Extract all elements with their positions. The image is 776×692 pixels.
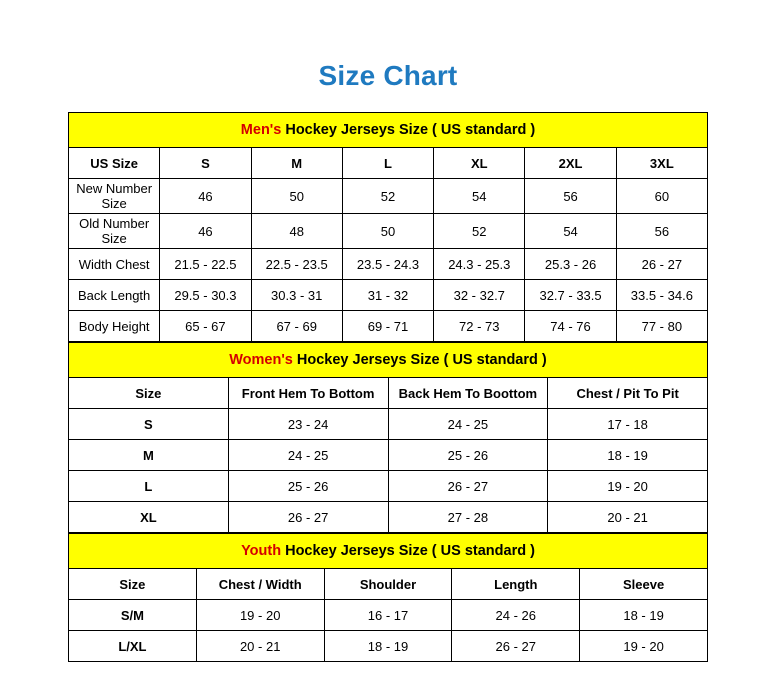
womens-row-2-cell-2: 26 - 27 [388, 471, 548, 502]
table-row [69, 471, 708, 502]
mens-header-cell-0: US Size [69, 148, 160, 179]
mens-size-table [68, 112, 708, 342]
mens-row-0-cell-3: 52 [342, 179, 433, 214]
table-row [69, 311, 708, 342]
mens-header-cell-1: S [160, 148, 251, 179]
mens-row-3-cell-1: 29.5 - 30.3 [160, 280, 251, 311]
mens-row-1-cell-4: 52 [434, 214, 525, 249]
mens-row-0-label: New Number Size [69, 179, 160, 214]
mens-row-0-cell-5: 56 [525, 179, 616, 214]
mens-row-4-cell-5: 74 - 76 [525, 311, 616, 342]
youth-header-cell-1: Chest / Width [196, 569, 324, 600]
mens-row-3-label: Back Length [69, 280, 160, 311]
mens-header-cell-2: M [251, 148, 342, 179]
mens-row-1-cell-5: 54 [525, 214, 616, 249]
youth-row-0-cell-2: 16 - 17 [324, 600, 452, 631]
womens-row-3-cell-2: 27 - 28 [388, 502, 548, 533]
mens-row-3-cell-4: 32 - 32.7 [434, 280, 525, 311]
mens-row-2-cell-3: 23.5 - 24.3 [342, 249, 433, 280]
womens-section-banner-row [69, 343, 708, 378]
mens-row-1-label: Old Number Size [69, 214, 160, 249]
youth-size-table [68, 533, 708, 662]
youth-header-cell-2: Shoulder [324, 569, 452, 600]
womens-header-cell-3: Chest / Pit To Pit [548, 378, 708, 409]
mens-header-row [69, 148, 708, 179]
womens-row-3-cell-3: 20 - 21 [548, 502, 708, 533]
youth-row-0-cell-1: 19 - 20 [196, 600, 324, 631]
youth-header-cell-3: Length [452, 569, 580, 600]
womens-row-1-label: M [69, 440, 229, 471]
womens-row-0-cell-2: 24 - 25 [388, 409, 548, 440]
size-tables-container [68, 112, 708, 662]
womens-row-0-cell-3: 17 - 18 [548, 409, 708, 440]
mens-banner-accent: Men's [240, 122, 282, 138]
womens-banner-accent: Women's [229, 352, 293, 368]
mens-row-1-cell-1: 46 [160, 214, 251, 249]
youth-row-1-cell-1: 20 - 21 [196, 631, 324, 662]
mens-row-3-cell-3: 31 - 32 [342, 280, 433, 311]
womens-row-1-cell-3: 18 - 19 [548, 440, 708, 471]
mens-row-1-cell-2: 48 [251, 214, 342, 249]
youth-row-1-cell-2: 18 - 19 [324, 631, 452, 662]
youth-banner-rest: Hockey Jerseys Size ( US standard ) [281, 543, 535, 559]
youth-header-cell-4: Sleeve [580, 569, 708, 600]
womens-banner-rest: Hockey Jerseys Size ( US standard ) [292, 352, 547, 368]
womens-row-2-cell-1: 25 - 26 [228, 471, 388, 502]
mens-header-cell-5: 2XL [525, 148, 616, 179]
youth-banner-accent: Youth [241, 543, 282, 559]
womens-header-cell-0: Size [69, 378, 229, 409]
table-row [69, 409, 708, 440]
youth-row-0-label: S/M [69, 600, 197, 631]
womens-row-1-cell-2: 25 - 26 [388, 440, 548, 471]
mens-row-2-cell-1: 21.5 - 22.5 [160, 249, 251, 280]
mens-row-4-cell-4: 72 - 73 [434, 311, 525, 342]
mens-row-1-cell-3: 50 [342, 214, 433, 249]
mens-row-2-cell-4: 24.3 - 25.3 [434, 249, 525, 280]
womens-header-row [69, 378, 708, 409]
mens-header-cell-3: L [342, 148, 433, 179]
table-row [69, 214, 708, 249]
womens-size-table [68, 342, 708, 533]
mens-row-1-cell-6: 56 [616, 214, 707, 249]
mens-row-4-cell-6: 77 - 80 [616, 311, 707, 342]
mens-row-2-cell-5: 25.3 - 26 [525, 249, 616, 280]
mens-row-0-cell-4: 54 [434, 179, 525, 214]
mens-row-4-cell-3: 69 - 71 [342, 311, 433, 342]
mens-row-4-cell-2: 67 - 69 [251, 311, 342, 342]
table-row [69, 502, 708, 533]
table-row [69, 440, 708, 471]
youth-row-1-label: L/XL [69, 631, 197, 662]
table-row [69, 631, 708, 662]
womens-row-0-label: S [69, 409, 229, 440]
womens-header-cell-1: Front Hem To Bottom [228, 378, 388, 409]
mens-banner-rest: Hockey Jerseys Size ( US standard ) [281, 122, 536, 138]
mens-row-4-label: Body Height [69, 311, 160, 342]
womens-row-3-cell-1: 26 - 27 [228, 502, 388, 533]
youth-section-banner-row [69, 534, 708, 569]
youth-header-cell-0: Size [69, 569, 197, 600]
youth-row-1-cell-4: 19 - 20 [580, 631, 708, 662]
mens-row-3-cell-5: 32.7 - 33.5 [525, 280, 616, 311]
mens-row-2-cell-2: 22.5 - 23.5 [251, 249, 342, 280]
mens-header-cell-4: XL [434, 148, 525, 179]
table-row [69, 280, 708, 311]
youth-row-0-cell-4: 18 - 19 [580, 600, 708, 631]
table-row [69, 600, 708, 631]
womens-row-2-cell-3: 19 - 20 [548, 471, 708, 502]
womens-header-cell-2: Back Hem To Boottom [388, 378, 548, 409]
table-row [69, 179, 708, 214]
mens-row-0-cell-6: 60 [616, 179, 707, 214]
mens-row-3-cell-2: 30.3 - 31 [251, 280, 342, 311]
mens-row-2-cell-6: 26 - 27 [616, 249, 707, 280]
mens-row-3-cell-6: 33.5 - 34.6 [616, 280, 707, 311]
mens-header-cell-6: 3XL [616, 148, 707, 179]
womens-row-1-cell-1: 24 - 25 [228, 440, 388, 471]
youth-row-1-cell-3: 26 - 27 [452, 631, 580, 662]
mens-row-2-label: Width Chest [69, 249, 160, 280]
mens-section-banner [69, 113, 708, 148]
mens-section-banner-row [69, 113, 708, 148]
youth-section-banner [69, 534, 708, 569]
page-title: Size Chart [318, 60, 458, 91]
youth-header-row [69, 569, 708, 600]
mens-row-0-cell-2: 50 [251, 179, 342, 214]
womens-section-banner [69, 343, 708, 378]
womens-row-3-label: XL [69, 502, 229, 533]
youth-row-0-cell-3: 24 - 26 [452, 600, 580, 631]
table-row [69, 249, 708, 280]
womens-row-0-cell-1: 23 - 24 [228, 409, 388, 440]
mens-row-4-cell-1: 65 - 67 [160, 311, 251, 342]
mens-row-0-cell-1: 46 [160, 179, 251, 214]
womens-row-2-label: L [69, 471, 229, 502]
